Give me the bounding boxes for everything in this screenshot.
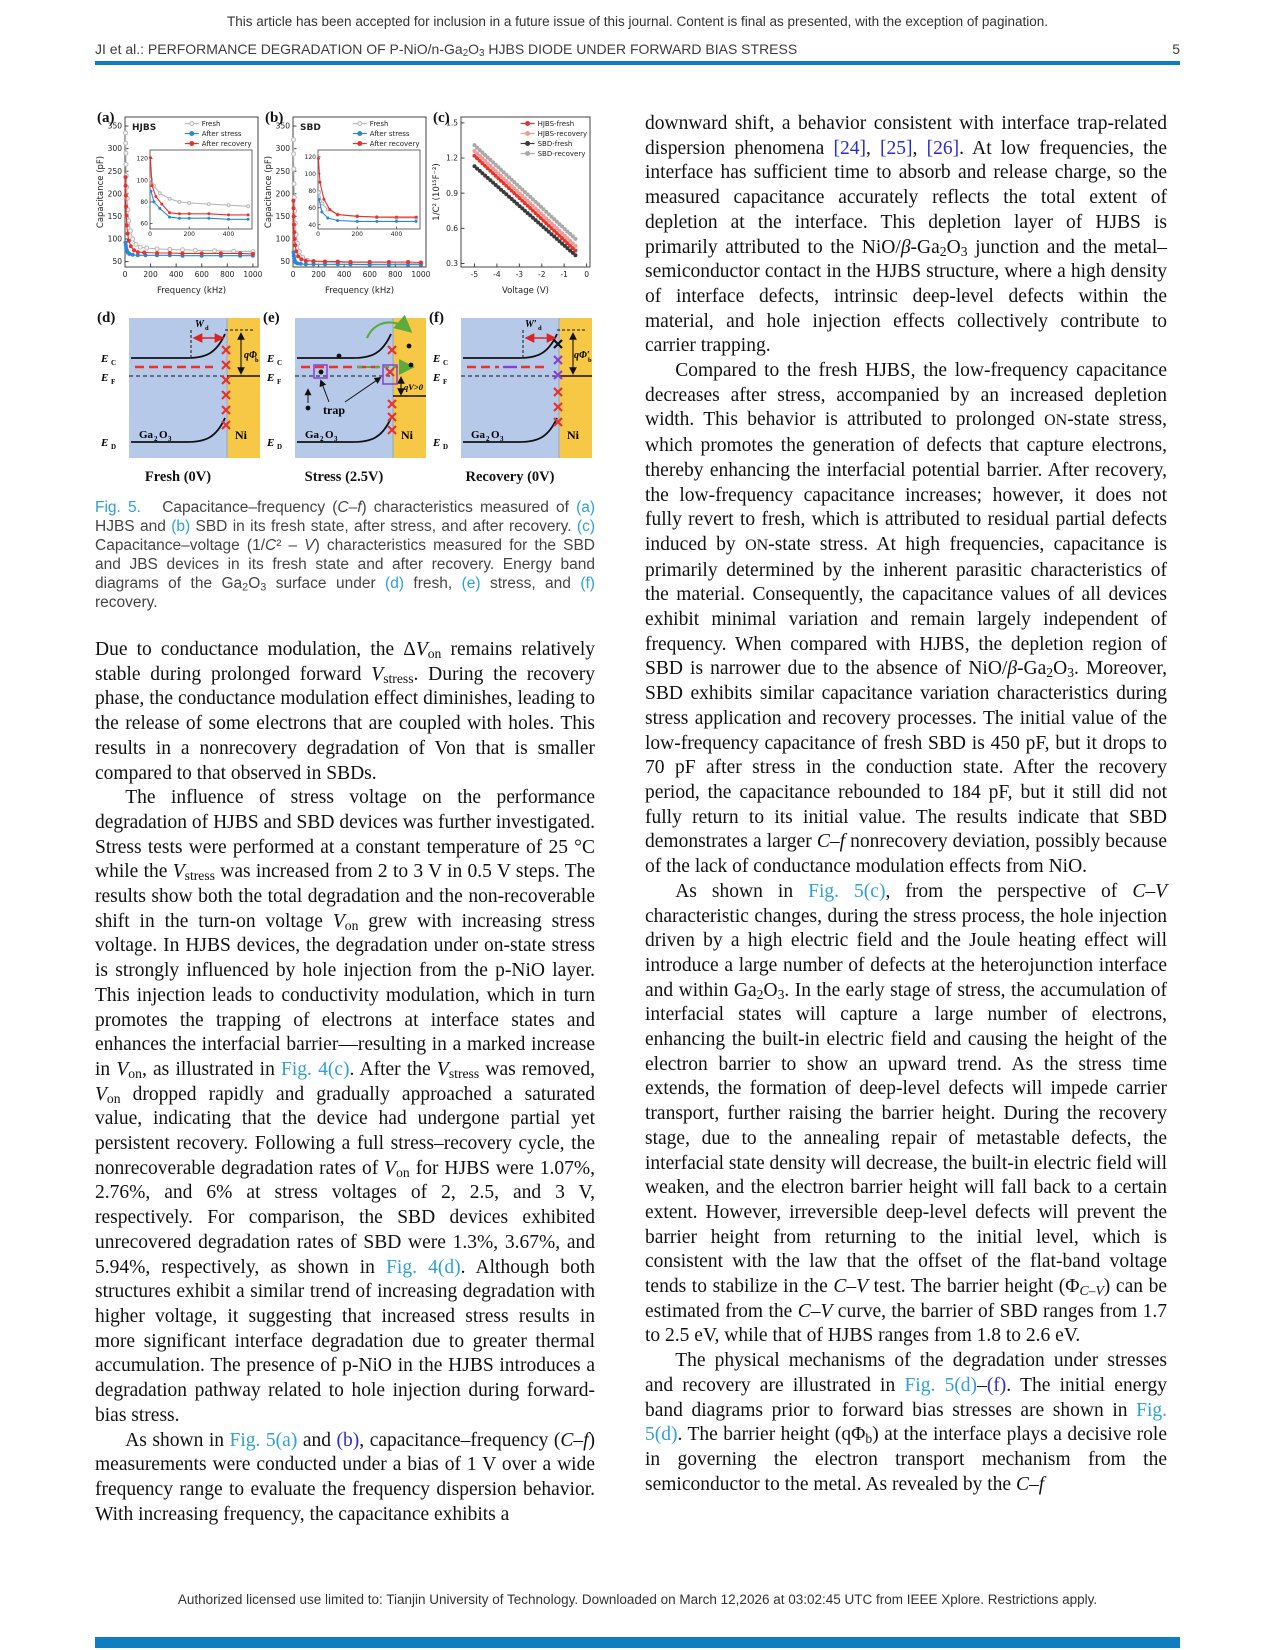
- figure-ref-link[interactable]: (e): [461, 575, 481, 592]
- svg-text:60: 60: [140, 220, 148, 228]
- text-segment: . The barrier height (qΦ: [677, 1424, 866, 1446]
- svg-text:O: O: [159, 429, 168, 441]
- text-segment: on: [106, 1090, 121, 1106]
- text-segment: was increased from 2 to 3 V in 0.5 V steps. The results show both the total degradation and the non-recoverable shift in the turn-on voltage: [95, 861, 595, 932]
- figure-ref-link[interactable]: (f): [580, 575, 595, 592]
- text-segment: test. The barrier height (: [868, 1276, 1066, 1298]
- wd-label: W: [195, 319, 204, 330]
- figure-ref-link[interactable]: Fig. 4(d): [386, 1256, 461, 1278]
- panel-label-f: (f): [429, 310, 444, 326]
- text-segment: ) at the interface plays a decisive role in governing the electron transport mechanism from the semiconductor to the metal. As revealed by the: [645, 1424, 1167, 1495]
- ed-sub: D: [111, 443, 117, 451]
- citation-link[interactable]: [25]: [880, 137, 913, 159]
- svg-text:After stress: After stress: [201, 130, 242, 138]
- svg-text:1000: 1000: [243, 270, 263, 279]
- svg-text:200: 200: [107, 189, 122, 199]
- text-segment: C–f: [560, 1429, 589, 1451]
- text-segment: 3: [777, 986, 785, 1002]
- svg-text:350: 350: [275, 121, 290, 131]
- paragraph: [645, 359, 1167, 880]
- text-segment: ON: [1044, 412, 1068, 430]
- svg-text:0.9: 0.9: [446, 188, 458, 198]
- panel-label-c: (c): [433, 110, 450, 126]
- text-segment: stress, and: [480, 575, 581, 592]
- text-segment: ON: [745, 536, 769, 554]
- panel-label-b: (b): [265, 110, 284, 126]
- svg-text:2: 2: [486, 435, 490, 443]
- text-segment: surface under: [266, 575, 386, 592]
- text-segment: C–V: [833, 1276, 869, 1298]
- svg-text:d: d: [538, 325, 542, 332]
- ni-label: Ni: [235, 428, 247, 442]
- diagram-caption-stress: Stress (2.5V): [304, 469, 384, 485]
- series-hjbs-fresh: [473, 154, 578, 253]
- paragraph: [95, 786, 595, 1428]
- svg-text:HJBS-fresh: HJBS-fresh: [537, 120, 575, 128]
- paragraph: [645, 112, 1167, 359]
- text-segment: grew with increasing stress voltage. In HJBS devices, the degradation under on-state stress is strongly influenced by hole injection from the p-NiO layer. This injection leads to conductivity modulation, which in turn promotes the trapping of electrons at interface states and enhances the interfacial barrier—resulting in a marked increase in: [95, 910, 595, 1080]
- text-segment: V: [384, 1157, 397, 1179]
- inset-chart: [137, 150, 252, 238]
- svg-text:100: 100: [304, 170, 316, 178]
- text-segment: 3: [960, 243, 968, 259]
- figure-ref-link[interactable]: (a): [576, 499, 596, 516]
- svg-text:-2: -2: [538, 270, 546, 279]
- text-segment: on: [427, 646, 442, 661]
- svg-text:1.5: 1.5: [446, 118, 458, 128]
- svg-text:D: D: [443, 443, 449, 451]
- figure-5: [95, 110, 595, 612]
- x-axis-label: Frequency (kHz): [156, 286, 227, 296]
- text-segment: ) can be estimated from the: [645, 1276, 1167, 1322]
- text-segment: The physical mechanisms of the degradation under stresses and recovery are illustrated in: [645, 1350, 1167, 1396]
- text-segment: nonrecovery deviation, possibly because of the lack of conductance modulation effects from NiO.: [645, 831, 1167, 878]
- svg-text:E: E: [267, 437, 275, 449]
- figure-ref-link[interactable]: Fig. 5(a): [229, 1429, 298, 1451]
- svg-text:Ga: Ga: [471, 429, 486, 441]
- text-segment: Compared to the fresh HJBS, the low-frequency capacitance decreases after stress, accompanied by an increased depletion width. This behavior is attributed to prolonged: [645, 360, 1167, 431]
- text-segment: fresh,: [404, 575, 462, 592]
- svg-text:0: 0: [122, 270, 128, 279]
- chart-panel-b: [263, 110, 431, 301]
- svg-text:100: 100: [275, 234, 290, 244]
- svg-text:O: O: [325, 429, 334, 441]
- text-segment: 3: [1067, 665, 1075, 681]
- qphi-label: qΦ: [244, 350, 257, 361]
- svg-text:200: 200: [143, 270, 158, 279]
- chart-panel-c: [431, 110, 595, 301]
- series-after-stress: [292, 251, 423, 267]
- svg-text:E: E: [433, 353, 441, 365]
- text-segment: V: [95, 1083, 107, 1105]
- svg-text:80: 80: [308, 187, 316, 195]
- series-hjbs-recovery: [473, 149, 578, 248]
- text-segment: C–f: [337, 499, 362, 516]
- svg-text:Fresh: Fresh: [369, 120, 389, 128]
- text-segment: , from the perspective of: [885, 880, 1133, 902]
- band-diagram-fresh-svg: [95, 310, 261, 462]
- text-segment: for HJBS were 1.07%, 2.76%, and 6% at stress voltages of 2, 2.5, and 3 V, respectively. For comparison, the SBD devices exhibited unrecovered degradation rates of SBD were 1.3%, 3.67%, and 5.94%, respectively, as shown in: [95, 1157, 596, 1278]
- svg-text:0: 0: [316, 231, 320, 238]
- text-segment: V: [116, 1058, 129, 1080]
- text-segment: O: [248, 575, 261, 592]
- acceptance-notice: [0, 14, 1275, 29]
- text-segment: The influence of stress voltage on the performance degradation of HJBS and SBD devices was further investigated. Stress tests were performed at a constant temperature of 25 °C while the: [95, 787, 595, 883]
- svg-text:2: 2: [320, 435, 324, 443]
- svg-text:F: F: [443, 378, 448, 386]
- text-segment: JI et al.: PERFORMANCE DEGRADATION OF P-NiO/n-Ga: [95, 41, 463, 57]
- svg-text:D: D: [277, 443, 283, 451]
- text-segment: C–f: [1015, 1473, 1045, 1495]
- citation-link[interactable]: [24]: [833, 137, 866, 159]
- svg-text:60: 60: [308, 204, 316, 212]
- text-segment: As shown in: [125, 1429, 230, 1451]
- ef-label: E: [101, 372, 109, 384]
- svg-text:200: 200: [351, 231, 363, 238]
- panel-label-a: (a): [97, 110, 115, 126]
- text-segment: 2: [756, 986, 764, 1002]
- legend: [185, 120, 252, 148]
- svg-text:400: 400: [222, 231, 235, 238]
- text-segment: O: [468, 41, 480, 57]
- svg-text:O: O: [491, 429, 500, 441]
- text-segment: V: [332, 910, 345, 932]
- svg-text:E: E: [267, 353, 275, 365]
- left-column-text: [95, 638, 595, 1527]
- text-segment: 3: [260, 581, 267, 594]
- svg-text:d: d: [205, 325, 209, 332]
- svg-text:After recovery: After recovery: [201, 140, 252, 148]
- svg-text:After stress: After stress: [369, 130, 410, 138]
- svg-text:150: 150: [275, 211, 290, 221]
- svg-text:50: 50: [112, 257, 122, 267]
- x-axis-label: Frequency (kHz): [324, 286, 395, 296]
- text-segment: Φ: [1065, 1276, 1080, 1298]
- svg-text:800: 800: [220, 270, 235, 279]
- svg-text:150: 150: [107, 211, 122, 221]
- figure-ref-link[interactable]: (d): [385, 575, 404, 592]
- text-segment: . At low frequencies, the interface has sufficient time to absorb and release charge, so the measured capacitance accurately reflects the total extent of depletion at the interface. This depletion layer of HJBS is primarily attributed to the NiO/: [645, 137, 1168, 258]
- trap-label: trap: [323, 403, 345, 417]
- text-segment: -Ga: [1017, 658, 1047, 680]
- svg-text:-3: -3: [515, 270, 524, 279]
- text-segment: dropped rapidly and gradually approached a saturated value, indicating that the device had undergone partial yet persistent recovery. Following a full stress–recovery cycle, the nonrecoverable degradation rates of: [95, 1083, 595, 1179]
- svg-text:E: E: [433, 437, 441, 449]
- citation-link[interactable]: (f): [986, 1374, 1007, 1396]
- text-segment: 3: [479, 48, 485, 60]
- svg-text:80: 80: [140, 198, 148, 206]
- ga2o3-label: Ga: [139, 429, 154, 441]
- text-segment: –: [977, 1374, 987, 1396]
- svg-text:0.6: 0.6: [446, 223, 458, 233]
- panel-label-e: (e): [263, 310, 280, 326]
- paragraph: [95, 638, 595, 786]
- text-segment: . Moreover, SBD exhibits similar capacitance variation characteristics during stress application and recovery processes. The initial value of the low-frequency capacitance of fresh SBD is 450 pF, but it drops to 70 pF after stress in the conduction state. After the recovery period, the capacitance rebounded to 184 pF, but it still did not fully return to its initial value. The results indicate that SBD demonstrates a larger: [645, 658, 1167, 853]
- svg-text:-1: -1: [560, 270, 568, 279]
- text-segment: . Although both structures exhibit a similar trend of increasing degradation with higher voltage, it suggesting that increased stress results in more significant interface degradation due to greater thermal accumulation. The presence of p-NiO in the HJBS introduces a degradation pathway related to hole injection during forward-bias stress.: [95, 1256, 596, 1426]
- svg-text:SBD-recovery: SBD-recovery: [537, 150, 586, 158]
- svg-text:600: 600: [362, 270, 377, 279]
- svg-text:100: 100: [136, 177, 148, 185]
- text-segment: stress: [383, 670, 414, 686]
- wd-prime-label: W′: [525, 319, 537, 330]
- svg-text:0: 0: [290, 270, 296, 279]
- text-segment: on: [344, 917, 359, 933]
- figure-caption: [95, 498, 595, 612]
- text-segment: curve, the barrier of SBD ranges from 1.7 to 2.5 eV, while that of HJBS ranges from 1.8 to 2.6 eV.: [645, 1300, 1168, 1347]
- svg-text:1.2: 1.2: [446, 153, 458, 163]
- svg-text:Ni: Ni: [567, 428, 579, 442]
- text-segment: O: [946, 236, 961, 258]
- text-segment: Capacitance–frequency (: [140, 499, 338, 516]
- svg-text:3: 3: [334, 435, 338, 443]
- figure-chart-row: [95, 110, 595, 301]
- text-segment: HJBS and: [95, 518, 172, 535]
- text-segment: . After the: [349, 1058, 437, 1080]
- text-segment: V: [415, 639, 428, 660]
- text-segment: O: [763, 979, 778, 1001]
- svg-text:3: 3: [168, 435, 172, 443]
- x-axis-label: Voltage (V): [501, 286, 550, 296]
- text-segment: V: [436, 1058, 449, 1080]
- text-segment: characteristic changes, during the stress process, the hole injection driven by a high electric field and the Joule heating effect will introduce a large number of defects at the heterojunction interface and within Ga: [645, 905, 1167, 1001]
- text-segment: . In the early stage of stress, the accumulation of interfacial states will capture a large number of electrons, enhancing the built-in electric field and causing the height of the electron barrier to show an upward trend. As the stress time extends, the formation of deep-level defects will impede carrier transport, further raising the barrier height. During the recovery stage, due to the annealing repair of metastable defects, the interfacial state density will decrease, the built-in electric field will weaken, and the electron barrier height will fall back to a certain extent. However, irreversible deep-level defects will prevent the barrier height from returning to the initial level, which is consistent with the law that the offset of the flat-band voltage tends to stabilize in the: [645, 979, 1167, 1298]
- header-rule: [95, 61, 1180, 65]
- ed-label: E: [101, 437, 109, 449]
- text-segment: 2: [242, 581, 249, 594]
- chart-svg: [263, 110, 431, 296]
- page-number: 5: [1172, 41, 1180, 57]
- ef-sub: F: [111, 378, 116, 386]
- svg-text:300: 300: [107, 144, 122, 154]
- svg-text:0.3: 0.3: [446, 259, 458, 269]
- citation-link[interactable]: [26]: [926, 137, 960, 159]
- svg-text:Ni: Ni: [401, 428, 413, 442]
- text-segment: remains relatively stable during prolonged forward: [95, 639, 595, 685]
- svg-text:600: 600: [194, 270, 209, 279]
- text-segment: ,: [865, 137, 881, 159]
- acceptance-notice-text: This article has been accepted for inclusion in a future issue of this journal. Content is final as presented, with the exception of pagination.: [227, 14, 1048, 29]
- series-sbd-fresh: [473, 164, 578, 257]
- ec-label: E: [101, 353, 109, 365]
- svg-text:Fresh: Fresh: [201, 120, 221, 128]
- y-axis-label: Capacitance (pF): [96, 155, 106, 229]
- diagram-caption-fresh: Fresh (0V): [144, 469, 212, 485]
- svg-text:400: 400: [390, 231, 403, 238]
- svg-text:200: 200: [311, 270, 326, 279]
- svg-text:250: 250: [107, 166, 122, 176]
- figure-ref-link[interactable]: Fig. 5(d): [645, 1399, 1167, 1446]
- svg-text:350: 350: [107, 121, 122, 131]
- text-segment: C: [265, 537, 277, 554]
- qphi-prime-label: qΦ′: [574, 350, 590, 361]
- text-segment: Due to conductance modulation, the Δ: [95, 639, 416, 660]
- text-segment: on: [128, 1065, 142, 1081]
- svg-text:3: 3: [500, 435, 504, 443]
- right-column: [645, 112, 1167, 1497]
- text-segment: -state stress. At high frequencies, capacitance is primarily determined by the inherent parasitic characteristics of the material. Consequently, the capacitance values of all devices exhibit minimal variation and remain largely independent of frequency. When compared with HJBS, the depletion region of SBD is narrower due to the absence of NiO/: [645, 533, 1167, 680]
- text-segment: V: [304, 537, 315, 554]
- svg-text:SBD-fresh: SBD-fresh: [537, 140, 573, 148]
- svg-text:50: 50: [280, 257, 290, 267]
- chart-svg: [95, 110, 263, 296]
- svg-text:C: C: [443, 359, 449, 367]
- series-group: [473, 143, 578, 257]
- figure-ref-link[interactable]: Fig. 5(c): [808, 880, 886, 902]
- paragraph: [95, 1429, 595, 1528]
- text-segment: ) measurements were conducted under a bias of 1 V over a wide frequency range to evaluate the frequency dispersion behavior. With increasing frequency, the capacitance exhibits a: [95, 1429, 596, 1525]
- svg-text:0: 0: [584, 270, 590, 279]
- svg-text:E: E: [433, 372, 441, 384]
- text-segment: ,: [912, 137, 927, 159]
- series-after-stress: [124, 241, 255, 258]
- text-segment: V: [172, 861, 185, 883]
- band-diagram-fresh: [95, 310, 261, 486]
- svg-text:120: 120: [304, 153, 316, 161]
- text-segment: C–V: [797, 1300, 833, 1322]
- text-segment: 2: [1046, 665, 1054, 681]
- svg-text:-4: -4: [493, 270, 501, 279]
- citation-link[interactable]: (b): [336, 1429, 360, 1451]
- band-diagram-recovery: [427, 310, 593, 486]
- paragraph: [645, 880, 1167, 1349]
- text-segment: ) characteristics measured for the SBD and JBS devices in its fresh state and after recovery. Energy band diagrams of the Ga: [95, 537, 595, 592]
- svg-text:0: 0: [148, 231, 152, 238]
- text-segment: 2: [462, 48, 469, 60]
- svg-text:2: 2: [154, 435, 158, 443]
- text-segment: -state stress, which promotes the generation of defects that capture electrons, thereby enhancing the interfacial potential barrier. After recovery, the low-frequency capacitance increases; however, it does not fully revert to fresh, which is attributed to residual partial defects induced by: [645, 409, 1168, 555]
- text-segment: β: [900, 236, 911, 258]
- qv-label: qV>0: [404, 382, 424, 392]
- diagram-caption-recovery: Recovery (0V): [465, 469, 555, 485]
- figure-ref-link[interactable]: (b): [171, 518, 191, 535]
- next-page-rule: [95, 1637, 1180, 1648]
- text-segment: stress: [184, 868, 215, 884]
- text-segment: ) characteristics measured of: [361, 499, 577, 516]
- text-segment: ² –: [276, 537, 305, 554]
- svg-text:250: 250: [275, 166, 290, 176]
- running-head: [95, 41, 1180, 60]
- ec-sub: C: [111, 359, 117, 367]
- text-segment: b: [865, 1431, 873, 1447]
- svg-text:b: b: [255, 357, 259, 364]
- figure-ref-link[interactable]: (c): [576, 518, 595, 535]
- panel-label-d: (d): [97, 310, 116, 326]
- svg-text:1000: 1000: [411, 270, 431, 279]
- band-diagram-stress-svg: [261, 310, 427, 462]
- svg-text:300: 300: [275, 144, 290, 154]
- svg-text:400: 400: [168, 270, 184, 279]
- text-segment: HJBS DIODE UNDER FORWARD BIAS STRESS: [484, 41, 798, 57]
- legend: [353, 120, 420, 148]
- svg-text:120: 120: [136, 155, 148, 163]
- svg-text:C: C: [277, 359, 283, 367]
- text-segment: stress: [448, 1065, 480, 1081]
- chart-svg: [431, 110, 595, 296]
- svg-text:b: b: [588, 357, 592, 364]
- svg-text:-5: -5: [470, 270, 479, 279]
- license-footer: Authorized licensed use limited to: Tianjin University of Technology. Downloaded on March 12,2026 at 03:02:45 UTC from IEEE Xplore. Restrictions apply.: [177, 1592, 1098, 1607]
- y-axis-label: Capacitance (pF): [264, 155, 274, 229]
- svg-text:200: 200: [183, 231, 195, 238]
- text-segment: Capacitance–voltage (1/: [95, 537, 265, 554]
- svg-text:40: 40: [308, 221, 316, 229]
- text-segment: O: [1053, 658, 1068, 680]
- svg-text:HJBS-recovery: HJBS-recovery: [537, 130, 588, 138]
- chart-panel-a: [95, 110, 263, 301]
- band-diagram-recovery-svg: [427, 310, 593, 462]
- band-diagram-stress: [261, 310, 427, 486]
- text-segment: downward shift, a behavior consistent with interface trap-related dispersion phenomena: [645, 113, 1167, 159]
- text-segment: recovery.: [95, 594, 158, 611]
- text-segment: on: [396, 1164, 410, 1180]
- text-segment: and: [297, 1429, 337, 1451]
- text-segment: As shown in: [675, 880, 809, 902]
- svg-text:E: E: [267, 372, 275, 384]
- svg-text:Ga: Ga: [305, 429, 320, 441]
- chart-title: HJBS: [132, 123, 157, 133]
- text-segment: C–V: [1079, 1283, 1104, 1299]
- figure-ref-link[interactable]: Fig. 4(c): [281, 1058, 350, 1080]
- text-segment: . During the recovery phase, the conductance modulation effect diminishes, leading to the release of some electrons that are coupled with holes. This results in a nonrecovery degradation of Von that is smaller compared to that observed in SBDs.: [95, 663, 595, 784]
- figure-ref-link[interactable]: Fig. 5(d): [904, 1374, 978, 1396]
- text-segment: SBD in its fresh state, after stress, and after recovery.: [190, 518, 577, 535]
- paragraph: [645, 1349, 1167, 1497]
- left-column: [95, 110, 595, 1527]
- inset-chart: [305, 150, 420, 238]
- text-segment: β: [1007, 658, 1018, 680]
- y-axis-label: 1/C² (10¹⁵F⁻²): [432, 163, 442, 221]
- svg-text:800: 800: [388, 270, 403, 279]
- figure-ref-link[interactable]: Fig. 5.: [95, 499, 141, 516]
- svg-text:200: 200: [275, 189, 290, 199]
- chart-title: SBD: [300, 123, 321, 133]
- text-segment: , as illustrated in: [141, 1058, 282, 1080]
- text-segment: junction and the metal–semiconductor contact in the HJBS structure, where a high density of interface defects, intrinsic deep-level defects within the material, and hole injection effects collectively contribute to carrier trapping.: [645, 236, 1167, 357]
- text-segment: . The initial energy band diagrams prior to forward bias stresses are shown in: [645, 1374, 1168, 1421]
- text-segment: , capacitance–frequency (: [359, 1429, 561, 1451]
- legend: [521, 120, 588, 158]
- svg-text:100: 100: [107, 234, 122, 244]
- text-segment: -Ga: [910, 236, 940, 258]
- figure-diagram-row: [95, 310, 595, 486]
- svg-text:400: 400: [336, 270, 352, 279]
- text-segment: was removed,: [479, 1058, 595, 1080]
- text-segment: C–f: [816, 831, 846, 853]
- svg-text:After recovery: After recovery: [369, 140, 420, 148]
- text-segment: V: [371, 663, 384, 685]
- text-segment: 2: [939, 243, 947, 259]
- text-segment: C–V: [1132, 880, 1167, 902]
- svg-text:F: F: [277, 378, 282, 386]
